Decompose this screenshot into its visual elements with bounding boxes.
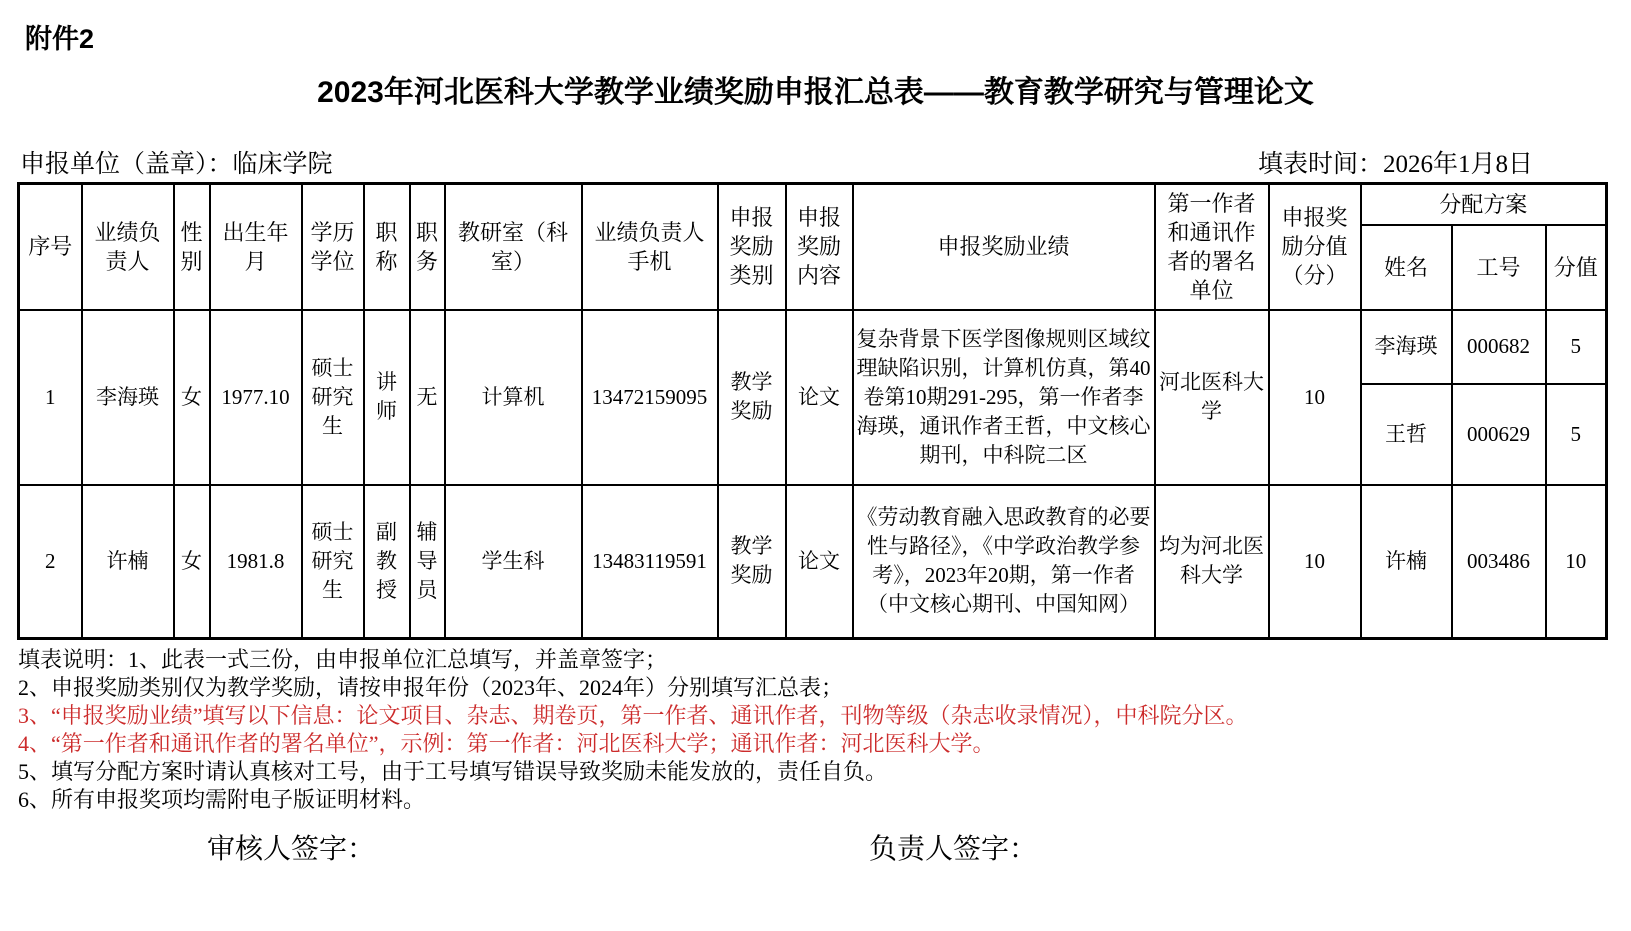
cell-alloc-score: 5 (1546, 384, 1607, 485)
header-birth: 出生年月 (210, 184, 302, 310)
note-line: 2、申报奖励类别仅为教学奖励，请按申报年份（2023年、2024年）分别填写汇总表； (18, 675, 844, 700)
cell-award-content: 论文 (786, 310, 853, 485)
cell-leader: 李海瑛 (82, 310, 174, 485)
cell-alloc-score: 10 (1546, 485, 1607, 639)
header-gender: 性别 (174, 184, 210, 310)
cell-achievement: 复杂背景下医学图像规则区域纹理缺陷识别，计算机仿真，第40卷第10期291-295，第一作者李海瑛，通讯作者王哲，中文核心期刊，中科院二区 (853, 310, 1155, 485)
cell-title: 讲师 (364, 310, 410, 485)
note-line: 5、填写分配方案时请认真核对工号，由于工号填写错误导致奖励未能发放的，责任自负。 (18, 759, 888, 784)
meta-row (20, 148, 1533, 182)
cell-birth: 1977.10 (210, 310, 302, 485)
cell-degree: 硕士研究生 (302, 310, 364, 485)
summary-table (17, 182, 1608, 640)
header-award-content: 申报奖励内容 (786, 184, 853, 310)
header-degree: 学历学位 (302, 184, 364, 310)
cell-phone: 13472159095 (582, 310, 718, 485)
cell-birth: 1981.8 (210, 485, 302, 639)
cell-alloc-name: 王哲 (1361, 384, 1452, 485)
signature-row (0, 830, 1631, 870)
responsible-signature-label: 负责人签字： (869, 834, 1038, 865)
cell-alloc-id: 003486 (1452, 485, 1546, 639)
cell-seq: 1 (19, 310, 82, 485)
cell-gender: 女 (174, 485, 210, 639)
header-office: 教研室（科室） (445, 184, 582, 310)
cell-affiliation: 均为河北医科大学 (1155, 485, 1269, 639)
form-notes (18, 646, 1631, 814)
cell-phone: 13483119591 (582, 485, 718, 639)
cell-alloc-score: 5 (1546, 310, 1607, 384)
table-row (19, 485, 1607, 639)
fill-date-label: 填表时间：2026年1月8日 (1257, 151, 1533, 178)
header-seq: 序号 (19, 184, 82, 310)
cell-leader: 许楠 (82, 485, 174, 639)
page-title: 2023年河北医科大学教学业绩奖励申报汇总表——教育教学研究与管理论文 (317, 76, 1314, 109)
note-line: 4、“第一作者和通讯作者的署名单位”，示例：第一作者：河北医科大学；通讯作者：河北医科大学。 (18, 731, 995, 756)
cell-total-score: 10 (1269, 485, 1361, 639)
cell-office: 计算机 (445, 310, 582, 485)
cell-alloc-id: 000682 (1452, 310, 1546, 384)
header-alloc-score: 分值 (1546, 225, 1607, 310)
cell-achievement: 《劳动教育融入思政教育的必要性与路径》，《中学政治教学参考》，2023年20期，第一作者（中文核心期刊、中国知网） (853, 485, 1155, 639)
cell-gender: 女 (174, 310, 210, 485)
cell-award-content: 论文 (786, 485, 853, 639)
cell-seq: 2 (19, 485, 82, 639)
header-title: 职称 (364, 184, 410, 310)
header-leader: 业绩负责人 (82, 184, 174, 310)
cell-affiliation: 河北医科大学 (1155, 310, 1269, 485)
header-row-top (19, 184, 1607, 225)
cell-office: 学生科 (445, 485, 582, 639)
cell-total-score: 10 (1269, 310, 1361, 485)
cell-alloc-name: 李海瑛 (1361, 310, 1452, 384)
cell-duty: 辅导员 (410, 485, 445, 639)
declaring-unit-label: 申报单位（盖章）：临床学院 (20, 151, 333, 178)
header-alloc-id: 工号 (1452, 225, 1546, 310)
note-line: 填表说明：1、此表一式三份，由申报单位汇总填写，并盖章签字； (18, 647, 668, 672)
header-score: 申报奖励分值（分） (1269, 184, 1361, 310)
header-achievement: 申报奖励业绩 (853, 184, 1155, 310)
header-award-category: 申报奖励类别 (718, 184, 786, 310)
table-row (19, 310, 1607, 384)
header-duty: 职务 (410, 184, 445, 310)
cell-duty: 无 (410, 310, 445, 485)
cell-alloc-name: 许楠 (1361, 485, 1452, 639)
reviewer-signature-label: 审核人签字： (207, 834, 376, 865)
attachment-label: 附件2 (25, 24, 95, 54)
cell-title: 副教授 (364, 485, 410, 639)
header-affiliation: 第一作者和通讯作者的署名单位 (1155, 184, 1269, 310)
cell-award-category: 教学奖励 (718, 310, 786, 485)
cell-award-category: 教学奖励 (718, 485, 786, 639)
header-alloc-name: 姓名 (1361, 225, 1452, 310)
note-line: 3、“申报奖励业绩”填写以下信息：论文项目、杂志、期卷页，第一作者、通讯作者，刊物等级（杂志收录情况），中科院分区。 (18, 703, 1248, 728)
header-allocation: 分配方案 (1361, 184, 1607, 225)
cell-alloc-id: 000629 (1452, 384, 1546, 485)
header-phone: 业绩负责人手机 (582, 184, 718, 310)
note-line: 6、所有申报奖项均需附电子版证明材料。 (18, 787, 426, 812)
cell-degree: 硕士研究生 (302, 485, 364, 639)
